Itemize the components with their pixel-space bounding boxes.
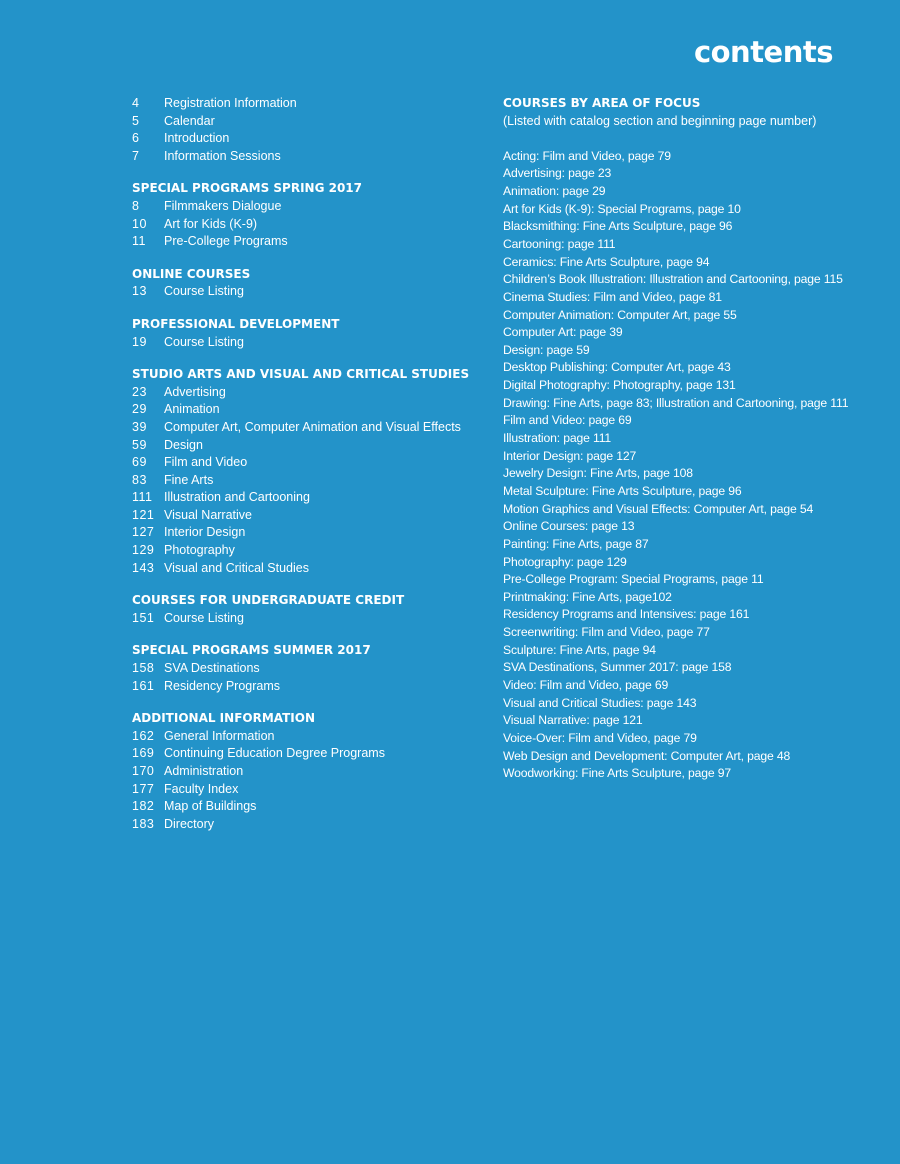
- page-number: 59: [132, 437, 147, 452]
- toc-section: [132, 316, 482, 351]
- focus-item[interactable]: Acting: Film and Video, page 79: [503, 148, 671, 163]
- page-number: 4: [132, 96, 140, 110]
- entry-label: Calendar: [164, 113, 215, 128]
- page-title: contents: [693, 35, 833, 69]
- section-heading: SPECIAL PROGRAMS SPRING 2017: [132, 181, 363, 196]
- focus-item[interactable]: Voice-Over: Film and Video, page 79: [503, 730, 697, 745]
- entry-label: Introduction: [164, 131, 230, 146]
- focus-heading: COURSES BY AREA OF FOCUS: [503, 96, 701, 110]
- page-number: 170: [132, 764, 155, 778]
- entry-label: Map of Buildings: [164, 799, 257, 814]
- focus-item[interactable]: Motion Graphics and Visual Effects: Computer Art, page 54: [503, 501, 814, 516]
- page-number: 11: [132, 234, 146, 249]
- focus-subheading: (Listed with catalog section and beginning page number): [503, 113, 817, 128]
- courses-by-area-of-focus: [503, 95, 893, 783]
- entry-label: Illustration and Cartooning: [164, 490, 310, 505]
- focus-item[interactable]: Cartooning: page 111: [503, 236, 616, 251]
- toc-entry[interactable]: [132, 507, 482, 525]
- toc-entry[interactable]: [132, 472, 482, 490]
- focus-item[interactable]: Film and Video: page 69: [503, 413, 632, 428]
- page-number: 121: [132, 507, 155, 522]
- entry-label: Course Listing: [164, 284, 244, 299]
- toc-entry[interactable]: [132, 524, 482, 542]
- focus-item[interactable]: Drawing: Fine Arts, page 83; Illustration and Cartooning, page 111: [503, 395, 849, 410]
- toc-entry[interactable]: [132, 610, 482, 628]
- toc-entry[interactable]: [132, 419, 482, 437]
- focus-item[interactable]: Residency Programs and Intensives: page 161: [503, 607, 750, 622]
- focus-item[interactable]: Visual Narrative: page 121: [503, 713, 643, 728]
- focus-item[interactable]: Advertising: page 23: [503, 166, 612, 181]
- focus-item[interactable]: Illustration: page 111: [503, 431, 612, 446]
- entry-label: Film and Video: [164, 455, 248, 470]
- toc-entry[interactable]: [132, 542, 482, 560]
- page-number: 83: [132, 472, 147, 487]
- entry-label: Art for Kids (K-9): [164, 216, 258, 231]
- toc-entry[interactable]: [132, 283, 482, 301]
- focus-item[interactable]: Printmaking: Fine Arts, page102: [503, 589, 672, 604]
- entry-label: Course Listing: [164, 610, 244, 625]
- entry-label: Residency Programs: [164, 678, 281, 693]
- page-number: 183: [132, 816, 155, 831]
- focus-item[interactable]: Desktop Publishing: Computer Art, page 43: [503, 360, 731, 375]
- toc-entry[interactable]: [132, 560, 482, 578]
- focus-item[interactable]: SVA Destinations, Summer 2017: page 158: [503, 660, 732, 675]
- entry-label: Course Listing: [164, 334, 244, 349]
- toc-section: [132, 266, 482, 301]
- focus-item[interactable]: Interior Design: page 127: [503, 448, 637, 463]
- page-number: 13: [132, 284, 147, 299]
- focus-item[interactable]: Computer Art: page 39: [503, 325, 623, 340]
- page-number: 158: [132, 661, 155, 676]
- toc-entry[interactable]: [132, 437, 482, 455]
- focus-item[interactable]: Online Courses: page 13: [503, 519, 635, 534]
- entry-label: Computer Art, Computer Animation and Visual Effects: [164, 419, 461, 434]
- page-number: 39: [132, 419, 147, 434]
- page-number: 177: [132, 781, 155, 796]
- page-number: 151: [132, 610, 155, 625]
- toc-entry[interactable]: [132, 216, 482, 234]
- section-heading: PROFESSIONAL DEVELOPMENT: [132, 316, 340, 331]
- toc-entry[interactable]: [132, 198, 482, 216]
- toc-section: [132, 366, 482, 577]
- entry-label: Interior Design: [164, 525, 246, 540]
- entry-label: Information Sessions: [164, 148, 281, 163]
- table-of-contents: [132, 95, 482, 848]
- toc-entry[interactable]: [132, 816, 482, 834]
- entry-label: Registration Information: [164, 96, 297, 110]
- intro-section: [132, 95, 482, 165]
- focus-item[interactable]: Screenwriting: Film and Video, page 77: [503, 625, 710, 640]
- entry-label: Pre-College Programs: [164, 234, 288, 249]
- focus-item[interactable]: Jewelry Design: Fine Arts, page 108: [503, 466, 693, 481]
- focus-item[interactable]: Cinema Studies: Film and Video, page 81: [503, 289, 722, 304]
- toc-entry[interactable]: [132, 489, 482, 507]
- toc-entry[interactable]: [132, 781, 482, 799]
- toc-entry[interactable]: [132, 384, 482, 402]
- page-number: 161: [132, 678, 155, 693]
- toc-entry[interactable]: [132, 401, 482, 419]
- toc-entry[interactable]: [132, 454, 482, 472]
- page-number: 182: [132, 799, 155, 814]
- page-number: 143: [132, 560, 155, 575]
- section-heading: SPECIAL PROGRAMS SUMMER 2017: [132, 643, 371, 658]
- focus-item[interactable]: Visual and Critical Studies: page 143: [503, 695, 697, 710]
- toc-section: [132, 180, 482, 250]
- entry-label: Visual Narrative: [164, 507, 253, 522]
- entry-label: Directory: [164, 816, 215, 831]
- focus-item[interactable]: Metal Sculpture: Fine Arts Sculpture, page 96: [503, 483, 742, 498]
- entry-label: Advertising: [164, 384, 226, 399]
- toc-entry[interactable]: [132, 95, 482, 113]
- focus-item[interactable]: Video: Film and Video, page 69: [503, 678, 669, 692]
- toc-entry[interactable]: [132, 660, 482, 678]
- entry-label: Administration: [164, 764, 244, 778]
- focus-item[interactable]: Animation: page 29: [503, 184, 606, 199]
- section-heading: ADDITIONAL INFORMATION: [132, 711, 316, 726]
- entry-label: Design: [164, 437, 203, 452]
- toc-sections: [132, 180, 482, 833]
- toc-entry[interactable]: [132, 763, 482, 781]
- page-number: 111: [132, 490, 153, 505]
- focus-item[interactable]: Computer Animation: Computer Art, page 55: [503, 307, 737, 322]
- toc-entry[interactable]: [132, 334, 482, 352]
- focus-item[interactable]: Blacksmithing: Fine Arts Sculpture, page 96: [503, 219, 733, 234]
- page-number: 129: [132, 543, 155, 558]
- spacer: [503, 130, 893, 148]
- toc-entry[interactable]: [132, 233, 482, 251]
- entry-label: SVA Destinations: [164, 661, 260, 676]
- focus-item[interactable]: Ceramics: Fine Arts Sculpture, page 94: [503, 254, 710, 269]
- page-number: 127: [132, 525, 155, 540]
- focus-item[interactable]: Digital Photography: Photography, page 131: [503, 378, 736, 393]
- focus-item[interactable]: Woodworking: Fine Arts Sculpture, page 97: [503, 766, 732, 781]
- focus-item[interactable]: Web Design and Development: Computer Art, page 48: [503, 748, 791, 763]
- toc-entry[interactable]: [132, 113, 482, 131]
- toc-section: [132, 592, 482, 627]
- page-number: 8: [132, 198, 140, 213]
- entry-label: Faculty Index: [164, 781, 239, 796]
- toc-entry[interactable]: [132, 745, 482, 763]
- toc-section: [132, 642, 482, 695]
- page-number: 23: [132, 384, 147, 399]
- page-number: 7: [132, 148, 140, 163]
- page-number: 5: [132, 113, 140, 128]
- toc-entry[interactable]: [132, 728, 482, 746]
- entry-label: Filmmakers Dialogue: [164, 198, 282, 213]
- page-number: 29: [132, 402, 147, 417]
- focus-item[interactable]: Sculpture: Fine Arts, page 94: [503, 642, 656, 657]
- focus-item[interactable]: Art for Kids (K-9): Special Programs, page 10: [503, 201, 741, 216]
- focus-item[interactable]: Pre-College Program: Special Programs, page 11: [503, 572, 764, 587]
- page-number: 19: [132, 334, 147, 349]
- page-number: 6: [132, 131, 140, 146]
- page-number: 169: [132, 746, 155, 761]
- focus-item[interactable]: Painting: Fine Arts, page 87: [503, 536, 649, 551]
- entry-label: Visual and Critical Studies: [164, 560, 309, 575]
- toc-entry[interactable]: [132, 130, 482, 148]
- entry-label: Animation: [164, 402, 220, 417]
- entry-label: Photography: [164, 543, 235, 558]
- focus-item[interactable]: Children’s Book Illustration: Illustration and Cartooning, page 115: [503, 272, 843, 287]
- toc-entry[interactable]: [132, 678, 482, 696]
- section-heading: COURSES FOR UNDERGRADUATE CREDIT: [132, 593, 405, 608]
- section-heading: ONLINE COURSES: [132, 266, 251, 281]
- focus-list: [503, 148, 893, 783]
- page-number: 10: [132, 216, 147, 231]
- page-number: 162: [132, 728, 155, 743]
- toc-entry[interactable]: [132, 798, 482, 816]
- entry-label: Continuing Education Degree Programs: [164, 746, 385, 761]
- focus-item[interactable]: Photography: page 129: [503, 554, 627, 569]
- entry-label: Fine Arts: [164, 472, 214, 487]
- toc-section: [132, 710, 482, 833]
- page-number: 69: [132, 455, 147, 470]
- entry-label: General Information: [164, 728, 275, 743]
- focus-item[interactable]: Design: page 59: [503, 342, 590, 357]
- section-heading: STUDIO ARTS AND VISUAL AND CRITICAL STUDIES: [132, 367, 470, 382]
- toc-entry[interactable]: [132, 148, 482, 166]
